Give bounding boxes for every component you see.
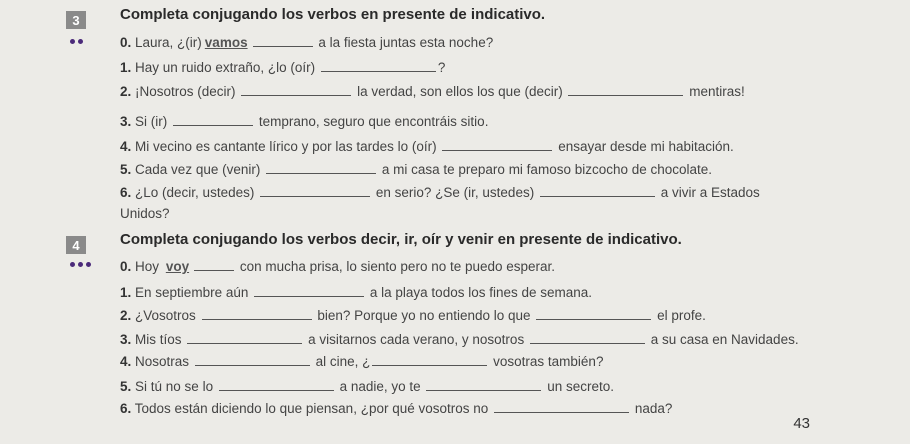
- exercise-line: 5. Si tú no se lo a nadie, yo te un secreto.: [120, 379, 614, 394]
- exercise-number-badge: 4: [66, 236, 86, 254]
- answer-blank[interactable]: [202, 307, 312, 320]
- answer-blank[interactable]: [260, 184, 370, 197]
- exercise-line: 4. Mi vecino es cantante lírico y por las tardes lo (oír) ensayar desde mi habitación.: [120, 139, 734, 154]
- exercise-line: 6. ¿Lo (decir, ustedes) en serio? ¿Se (ir, ustedes) a vivir a Estados: [120, 185, 760, 200]
- exercise-instruction: Completa conjugando los verbos decir, ir, oír y venir en presente de indicativo.: [120, 231, 682, 248]
- answer-blank[interactable]: [187, 331, 302, 344]
- exercise-line: 3. Si (ir) temprano, seguro que encontráis sitio.: [120, 114, 489, 129]
- answer-blank[interactable]: [241, 83, 351, 96]
- exercise-line: 4. Nosotras al cine, ¿ vosotras también?: [120, 354, 604, 369]
- answer-blank[interactable]: [536, 307, 651, 320]
- exercise-line: 2. ¡Nosotros (decir) la verdad, son ellos los que (decir) mentiras!: [120, 84, 745, 99]
- answer-blank[interactable]: [442, 138, 552, 151]
- exercise-number-badge: 3: [66, 11, 86, 29]
- example-answer: voy: [165, 259, 190, 274]
- page-number: 43: [793, 415, 810, 432]
- exercise-line: 2. ¿Vosotros bien? Porque yo no entiendo lo que el profe.: [120, 308, 706, 323]
- answer-blank[interactable]: [568, 83, 683, 96]
- exercise-line: 1. En septiembre aún a la playa todos los fines de semana.: [120, 285, 593, 300]
- exercise-instruction: Completa conjugando los verbos en presente de indicativo.: [120, 6, 546, 23]
- answer-blank[interactable]: [426, 378, 541, 391]
- exercise-line: 3. Mis tíos a visitarnos cada verano, y nosotros a su casa en Navidades.: [120, 332, 799, 347]
- exercise-line: Unidos?: [120, 206, 170, 221]
- exercise-line: 0. Laura, ¿(ir) vamos a la fiesta juntas esta noche?: [120, 35, 494, 50]
- exercise-line: 1. Hay un ruido extraño, ¿lo (oír) ?: [120, 60, 446, 75]
- answer-blank[interactable]: [540, 184, 655, 197]
- answer-blank[interactable]: [266, 161, 376, 174]
- exercise-line: 0. Hoy voy con mucha prisa, lo siento pero no te puedo esperar.: [120, 259, 556, 274]
- example-answer: vamos: [204, 35, 248, 50]
- answer-blank[interactable]: [253, 34, 313, 47]
- answer-blank[interactable]: [173, 113, 253, 126]
- difficulty-dots-icon: [70, 262, 91, 267]
- answer-blank[interactable]: [219, 378, 334, 391]
- exercise-line: 5. Cada vez que (venir) a mi casa te preparo mi famoso bizcocho de chocolate.: [120, 162, 713, 177]
- answer-blank[interactable]: [372, 353, 487, 366]
- difficulty-dots-icon: [70, 39, 83, 44]
- answer-blank[interactable]: [530, 331, 645, 344]
- answer-blank[interactable]: [494, 400, 629, 413]
- answer-blank[interactable]: [194, 258, 234, 271]
- answer-blank[interactable]: [321, 59, 436, 72]
- exercise-line: 6. Todos están diciendo lo que piensan, ¿por qué vosotros no nada?: [120, 401, 673, 416]
- answer-blank[interactable]: [254, 284, 364, 297]
- answer-blank[interactable]: [195, 353, 310, 366]
